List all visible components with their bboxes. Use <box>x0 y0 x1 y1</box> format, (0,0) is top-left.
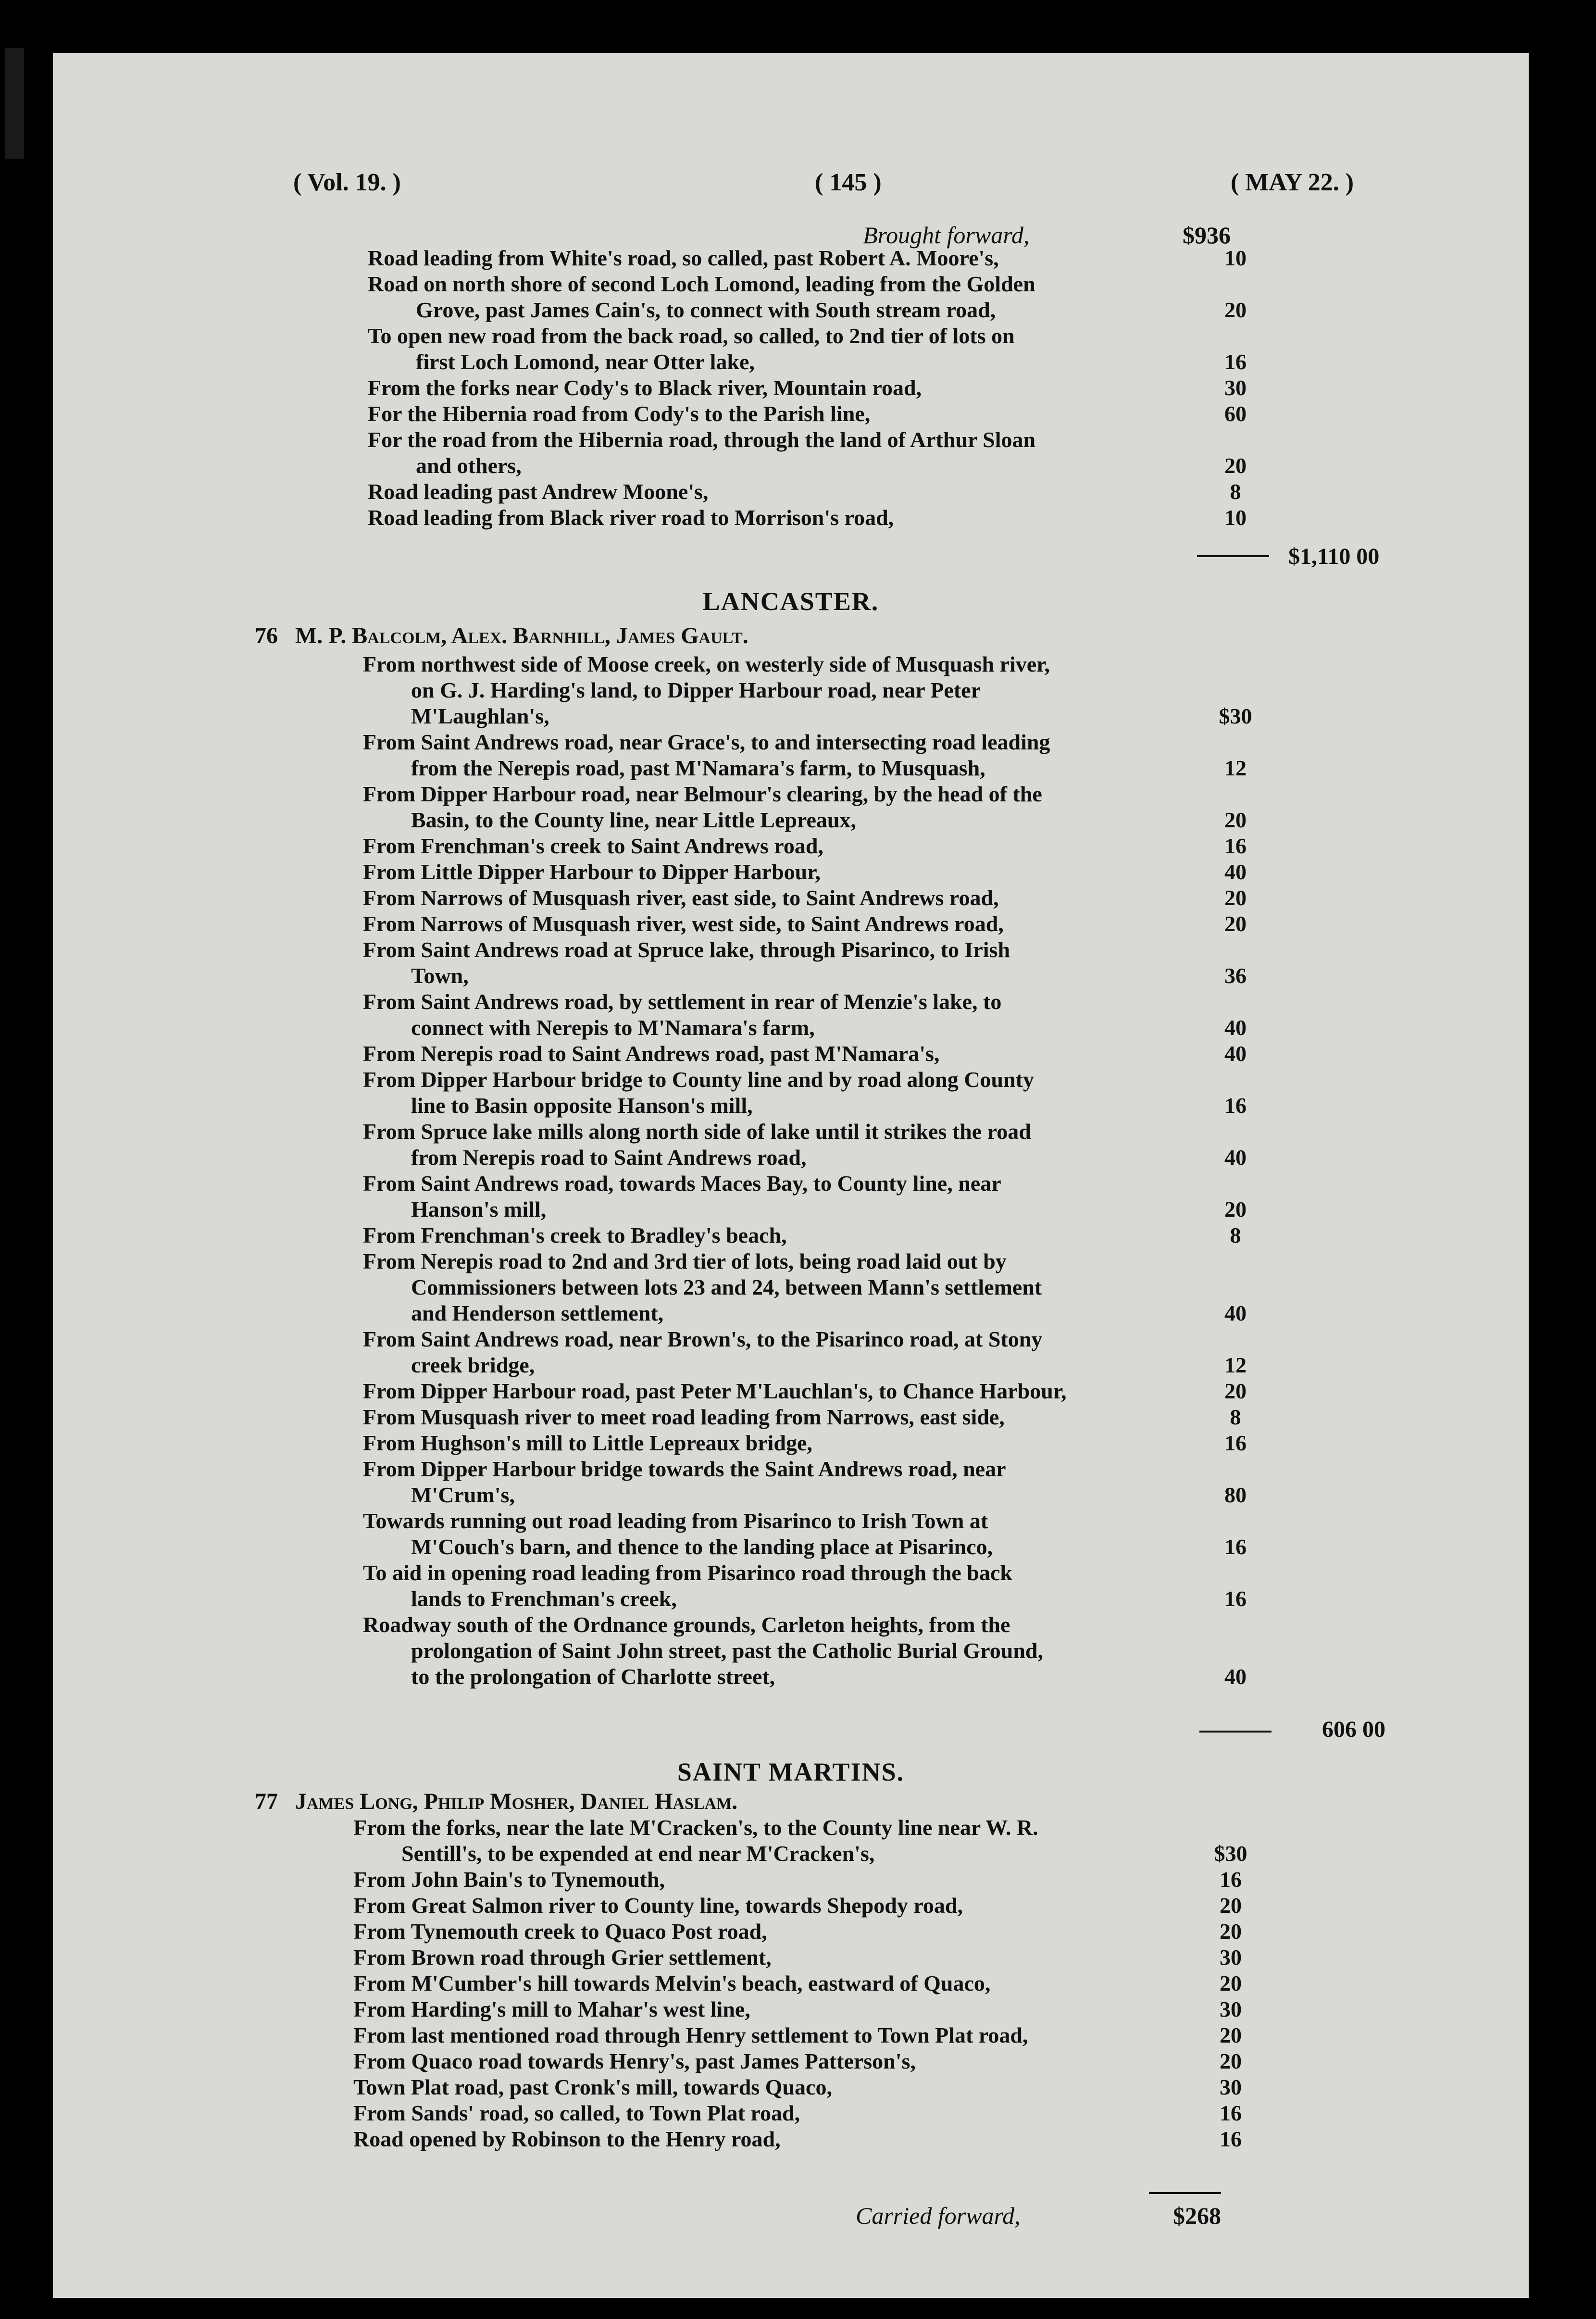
road-description-line: From Great Salmon river to County line, towards Shepody road, <box>353 1893 963 1918</box>
road-entry <box>368 375 1233 401</box>
subtotal-lancaster: 606 00 <box>1322 1717 1385 1742</box>
road-entry <box>363 1171 1228 1222</box>
road-entry <box>363 1067 1228 1119</box>
road-description-line: From Narrows of Musquash river, east side, to Saint Andrews road, <box>363 885 999 910</box>
road-description-line: Basin, to the County line, near Little Lepreaux, <box>411 808 856 832</box>
road-description-line: From Saint Andrews road, near Brown's, to the Pisarinco road, at Stony <box>363 1327 1043 1351</box>
brought-forward-label: Brought forward, <box>863 222 1030 249</box>
road-amount: 20 <box>1220 1893 1242 1918</box>
road-entry <box>363 1508 1228 1560</box>
district-commissioners: M. P. Balcolm, Alex. Barnhill, James Gault. <box>295 623 748 648</box>
header-date: ( MAY 22. ) <box>1231 169 1354 196</box>
road-description-line: Towards running out road leading from Pisarinco to Irish Town at <box>363 1509 988 1533</box>
road-amount: 10 <box>1224 246 1247 270</box>
road-entry <box>363 1248 1228 1326</box>
road-description-line: first Loch Lomond, near Otter lake, <box>416 349 755 374</box>
road-amount: 30 <box>1220 2075 1242 2099</box>
road-description-line: Road opened by Robinson to the Henry road, <box>353 2127 781 2151</box>
road-amount: 8 <box>1230 479 1241 504</box>
road-description-line: From Brown road through Grier settlement, <box>353 1945 772 1970</box>
road-amount: 20 <box>1224 298 1247 322</box>
road-description-line: to the prolongation of Charlotte street, <box>411 1664 775 1689</box>
road-entry <box>353 1893 1219 1919</box>
road-description-line: From Nerepis road to Saint Andrews road, past M'Namara's, <box>363 1041 940 1066</box>
road-amount: 8 <box>1230 1405 1241 1429</box>
road-entry <box>353 1945 1219 1970</box>
road-amount: 20 <box>1220 1971 1242 1995</box>
section-title-lancaster: LANCASTER. <box>702 587 879 616</box>
road-entry <box>363 1326 1228 1378</box>
road-description-line: on G. J. Harding's land, to Dipper Harbour road, near Peter <box>411 678 981 702</box>
road-description-line: From Narrows of Musquash river, west side, to Saint Andrews road, <box>363 911 1004 936</box>
road-amount: 16 <box>1224 349 1247 374</box>
road-entry <box>353 2048 1219 2074</box>
road-entry <box>368 427 1233 479</box>
road-description-line: connect with Nerepis to M'Namara's farm, <box>411 1015 815 1040</box>
road-description-line: From Little Dipper Harbour to Dipper Harbour, <box>363 860 821 884</box>
road-entry <box>353 1815 1219 1867</box>
road-description-line: From the forks, near the late M'Cracken's, to the County line near W. R. <box>353 1815 1038 1840</box>
road-entry <box>363 781 1228 833</box>
road-entry <box>363 1222 1228 1248</box>
road-description-line: From Nerepis road to 2nd and 3rd tier of lots, being road laid out by <box>363 1249 1007 1273</box>
road-amount: 20 <box>1220 1919 1242 1944</box>
road-amount: 40 <box>1224 1664 1247 1689</box>
subtotal-block1: $1,110 00 <box>1288 544 1380 569</box>
road-amount: 20 <box>1224 1379 1247 1403</box>
header-page-number: ( 145 ) <box>815 169 882 196</box>
carried-forward-rule <box>1149 2192 1221 2194</box>
road-description-line: From the forks near Cody's to Black river, Mountain road, <box>368 375 922 400</box>
carried-forward-amount: $268 <box>1173 2202 1221 2229</box>
road-description-line: Town Plat road, past Cronk's mill, towards Quaco, <box>353 2075 832 2099</box>
road-description-line: lands to Frenchman's creek, <box>411 1586 677 1611</box>
road-entry <box>368 323 1233 375</box>
road-entry <box>353 1996 1219 2022</box>
road-entry <box>363 651 1228 729</box>
road-entry <box>363 729 1228 781</box>
road-amount: 40 <box>1224 860 1247 884</box>
road-entry <box>353 1867 1219 1893</box>
road-entry <box>368 401 1233 427</box>
road-description-line: Road leading from Black river road to Morrison's road, <box>368 505 894 530</box>
road-amount: 16 <box>1224 1586 1247 1611</box>
road-description-line: From Saint Andrews road, towards Maces Bay, to County line, near <box>363 1171 1001 1196</box>
district-76-header <box>255 623 748 649</box>
road-description-line: From Quaco road towards Henry's, past James Patterson's, <box>353 2049 916 2073</box>
road-description-line: From Tynemouth creek to Quaco Post road, <box>353 1919 767 1944</box>
road-description-line: Town, <box>411 963 469 988</box>
road-description-line: Sentill's, to be expended at end near M'Cracken's, <box>401 1841 875 1866</box>
road-description-line: Roadway south of the Ordnance grounds, Carleton heights, from the <box>363 1612 1010 1637</box>
road-amount: 20 <box>1224 885 1247 910</box>
subtotal-rule <box>1197 555 1269 557</box>
brought-forward-amount: $936 <box>1183 222 1231 249</box>
road-description-line: from the Nerepis road, past M'Namara's farm, to Musquash, <box>411 756 985 780</box>
road-description-line: From Harding's mill to Mahar's west line, <box>353 1997 750 2021</box>
road-amount: 40 <box>1224 1015 1247 1040</box>
road-description-line: and Henderson settlement, <box>411 1301 664 1325</box>
road-amount: 16 <box>1224 834 1247 858</box>
road-amount: 16 <box>1224 1431 1247 1455</box>
road-entry <box>363 1456 1228 1508</box>
road-description-line: and others, <box>416 453 522 478</box>
district-commissioners: James Long, Philip Mosher, Daniel Haslam. <box>295 1789 738 1814</box>
road-description-line: From Sands' road, so called, to Town Plat road, <box>353 2101 800 2125</box>
road-entry <box>363 1612 1228 1690</box>
road-description-line: From Dipper Harbour road, near Belmour's clearing, by the head of the <box>363 782 1042 806</box>
road-amount: 30 <box>1220 1945 1242 1970</box>
road-amount: 40 <box>1224 1041 1247 1066</box>
district-77-header <box>255 1788 737 1815</box>
road-entry <box>363 1430 1228 1456</box>
road-amount: 20 <box>1224 808 1247 832</box>
road-entry <box>353 2074 1219 2100</box>
header-volume: ( Vol. 19. ) <box>293 169 401 196</box>
road-description-line: Grove, past James Cain's, to connect with South stream road, <box>416 298 996 322</box>
road-description-line: To open new road from the back road, so called, to 2nd tier of lots on <box>368 324 1015 348</box>
road-description-line: From Dipper Harbour road, past Peter M'Lauchlan's, to Chance Harbour, <box>363 1379 1067 1403</box>
road-amount: 12 <box>1224 1353 1247 1377</box>
road-amount: 20 <box>1224 911 1247 936</box>
road-amount: 16 <box>1224 1534 1247 1559</box>
road-amount: 80 <box>1224 1483 1247 1507</box>
road-entry <box>368 505 1233 531</box>
scan-edge-mark <box>5 48 24 159</box>
road-amount: 12 <box>1224 756 1247 780</box>
road-amount: 36 <box>1224 963 1247 988</box>
road-description-line: M'Laughlan's, <box>411 704 549 728</box>
road-entry <box>363 1560 1228 1612</box>
road-amount: 16 <box>1220 1867 1242 1892</box>
road-amount: 10 <box>1224 505 1247 530</box>
road-amount: 60 <box>1224 401 1247 426</box>
road-amount: 40 <box>1224 1145 1247 1170</box>
road-entry <box>368 271 1233 323</box>
road-entry <box>353 2126 1219 2152</box>
road-description-line: From M'Cumber's hill towards Melvin's beach, eastward of Quaco, <box>353 1971 991 1995</box>
road-description-line: from Nerepis road to Saint Andrews road, <box>411 1145 807 1170</box>
road-description-line: For the road from the Hibernia road, through the land of Arthur Sloan <box>368 427 1036 452</box>
road-description-line: From northwest side of Moose creek, on westerly side of Musquash river, <box>363 652 1050 676</box>
road-description-line: From Frenchman's creek to Bradley's beach, <box>363 1223 787 1247</box>
section-title-saint-martins: SAINT MARTINS. <box>677 1758 905 1786</box>
road-description-line: From Spruce lake mills along north side of lake until it strikes the road <box>363 1119 1031 1144</box>
road-amount: 20 <box>1220 2023 1242 2047</box>
road-description-line: From Saint Andrews road, by settlement in rear of Menzie's lake, to <box>363 989 1002 1014</box>
road-entry <box>368 479 1233 505</box>
road-amount: 30 <box>1220 1997 1242 2021</box>
road-description-line: From Musquash river to meet road leading from Narrows, east side, <box>363 1405 1005 1429</box>
road-description-line: M'Couch's barn, and thence to the landing place at Pisarinco, <box>411 1534 993 1559</box>
road-amount: 20 <box>1224 453 1247 478</box>
road-entry <box>363 1119 1228 1171</box>
road-description-line: Road leading from White's road, so called, past Robert A. Moore's, <box>368 246 999 270</box>
road-entry <box>353 1919 1219 1945</box>
road-entry <box>353 1970 1219 1996</box>
road-description-line: From Saint Andrews road, near Grace's, to and intersecting road leading <box>363 730 1050 754</box>
road-amount: $30 <box>1219 704 1252 728</box>
road-description-line: From Dipper Harbour bridge to County line and by road along County <box>363 1067 1034 1092</box>
road-amount: 16 <box>1220 2101 1242 2125</box>
road-description-line: From Frenchman's creek to Saint Andrews road, <box>363 834 823 858</box>
road-amount: 40 <box>1224 1301 1247 1325</box>
road-entry <box>363 885 1228 911</box>
road-description-line: Commissioners between lots 23 and 24, between Mann's settlement <box>411 1275 1042 1299</box>
subtotal-rule <box>1199 1731 1272 1733</box>
road-description-line: prolongation of Saint John street, past the Catholic Burial Ground, <box>411 1638 1043 1663</box>
road-amount: 8 <box>1230 1223 1241 1247</box>
road-description-line: creek bridge, <box>411 1353 535 1377</box>
road-description-line: M'Crum's, <box>411 1483 515 1507</box>
road-amount: 20 <box>1220 2049 1242 2073</box>
road-description-line: For the Hibernia road from Cody's to the Parish line, <box>368 401 871 426</box>
road-description-line: From last mentioned road through Henry settlement to Town Plat road, <box>353 2023 1028 2047</box>
road-description-line: From John Bain's to Tynemouth, <box>353 1867 665 1892</box>
road-description-line: From Hughson's mill to Little Lepreaux bridge, <box>363 1431 812 1455</box>
road-entry <box>363 1378 1228 1404</box>
road-entry <box>363 1041 1228 1067</box>
road-entry <box>353 2022 1219 2048</box>
road-description-line: Hanson's mill, <box>411 1197 547 1222</box>
road-entry <box>368 245 1233 271</box>
road-entry <box>363 911 1228 937</box>
road-entry <box>353 2100 1219 2126</box>
document-page <box>53 53 1529 2298</box>
road-description-line: From Saint Andrews road at Spruce lake, through Pisarinco, to Irish <box>363 937 1010 962</box>
road-description-line: To aid in opening road leading from Pisarinco road through the back <box>363 1560 1012 1585</box>
road-entry <box>363 833 1228 859</box>
road-entry <box>363 1404 1228 1430</box>
road-description-line: From Dipper Harbour bridge towards the Saint Andrews road, near <box>363 1457 1006 1481</box>
road-entry <box>363 937 1228 989</box>
road-amount: 16 <box>1224 1093 1247 1118</box>
district-number: 77 <box>255 1789 278 1814</box>
road-amount: 30 <box>1224 375 1247 400</box>
road-entry <box>363 989 1228 1041</box>
road-entry <box>363 859 1228 885</box>
carried-forward-label: Carried forward, <box>856 2202 1021 2229</box>
road-amount: 20 <box>1224 1197 1247 1222</box>
road-description-line: line to Basin opposite Hanson's mill, <box>411 1093 753 1118</box>
road-description-line: Road on north shore of second Loch Lomond, leading from the Golden <box>368 272 1035 296</box>
road-amount: 16 <box>1220 2127 1242 2151</box>
district-number: 76 <box>255 623 278 648</box>
road-amount: $30 <box>1214 1841 1247 1866</box>
road-description-line: Road leading past Andrew Moone's, <box>368 479 709 504</box>
